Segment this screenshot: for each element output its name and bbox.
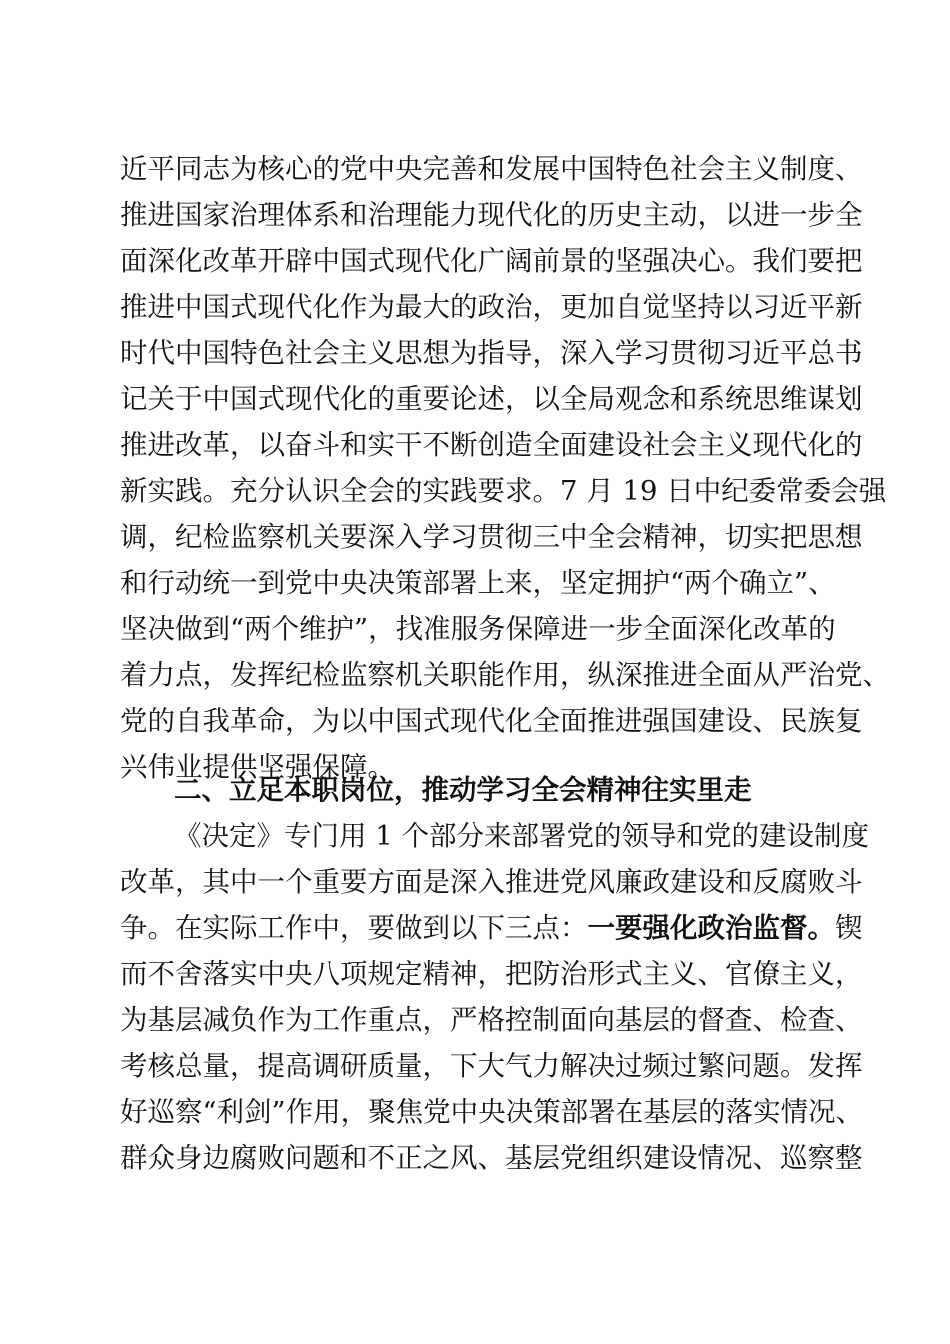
- paragraph-line-mixed: [120, 905, 863, 951]
- paragraph-line: 新实践。充分认识全会的实践要求。7 月 19 日中纪委常委会强: [120, 475, 887, 507]
- paragraph-line: 面深化改革开辟中国式现代化广阔前景的坚强决心。我们要把: [120, 245, 863, 277]
- paragraph-line: 为基层减负作为工作重点，严格控制面向基层的督查、检查、: [120, 1004, 863, 1036]
- paragraph-line: 调，纪检监察机关要深入学习贯彻三中全会精神，切实把思想: [120, 521, 863, 553]
- paragraph-line: 时代中国特色社会主义思想为指导，深入学习贯彻习近平总书: [120, 337, 863, 369]
- paragraph-line: 改革，其中一个重要方面是深入推进党风廉政建设和反腐败斗: [120, 866, 863, 898]
- paragraph-line: 考核总量，提高调研质量，下大气力解决过频过繁问题。发挥: [120, 1050, 863, 1082]
- paragraph-line: 兴伟业提供坚强保障。: [120, 751, 395, 783]
- paragraph-line: 推进改革，以奋斗和实干不断创造全面建设社会主义现代化的: [120, 429, 863, 461]
- section-heading: 二、立足本职岗位，推动学习全会精神往实里走: [174, 774, 752, 806]
- paragraph-line: 而不舍落实中央八项规定精神，把防治形式主义、官僚主义，: [120, 958, 863, 990]
- paragraph-line: 党的自我革命，为以中国式现代化全面推进强国建设、民族复: [120, 705, 863, 737]
- paragraph-line: 推进中国式现代化作为最大的政治，更加自觉坚持以习近平新: [120, 291, 863, 323]
- bold-run: 一要强化政治监督。: [587, 912, 835, 944]
- paragraph-line: 和行动统一到党中央决策部署上来，坚定拥护“两个确立”、: [120, 567, 836, 599]
- paragraph-line: 好巡察“利剑”作用，聚焦党中央决策部署在基层的落实情况、: [120, 1096, 864, 1128]
- plain-run: 争。在实际工作中，要做到以下三点：: [120, 912, 588, 944]
- paragraph-line-indented: 《决定》专门用 1 个部分来部署党的领导和党的建设制度: [174, 820, 869, 852]
- paragraph-line: 群众身边腐败问题和不正之风、基层党组织建设情况、巡察整: [120, 1142, 863, 1174]
- paragraph-line: 坚决做到“两个维护”，找准服务保障进一步全面深化改革的: [120, 613, 836, 645]
- paragraph-line: 着力点，发挥纪检监察机关职能作用，纵深推进全面从严治党、: [120, 659, 890, 691]
- paragraph-line: 近平同志为核心的党中央完善和发展中国特色社会主义制度、: [120, 153, 863, 185]
- paragraph-line: 推进国家治理体系和治理能力现代化的历史主动，以进一步全: [120, 199, 863, 231]
- paragraph-line: 记关于中国式现代化的重要论述，以全局观念和系统思维谋划: [120, 383, 863, 415]
- plain-run: 锲: [835, 912, 863, 944]
